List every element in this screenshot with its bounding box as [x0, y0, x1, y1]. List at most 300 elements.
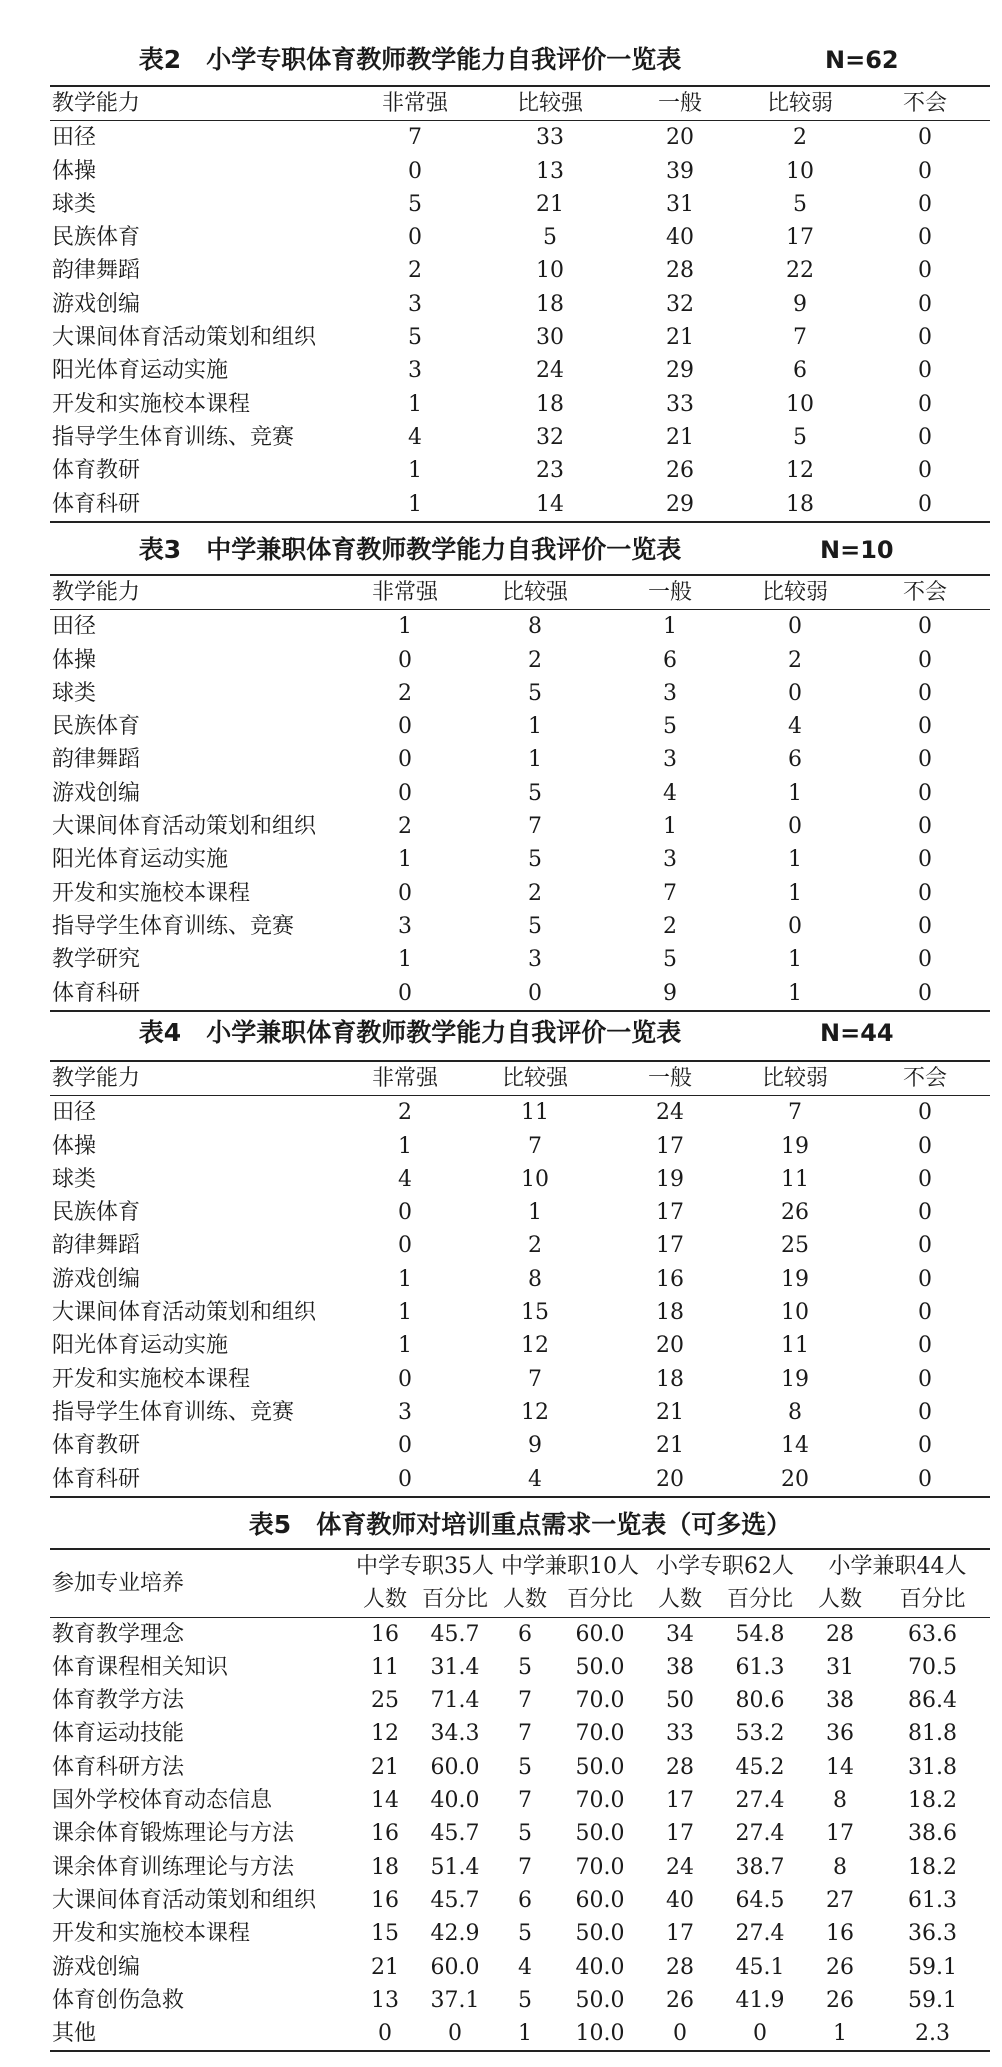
row-value: 60.0 [430, 1754, 480, 1780]
row-label: 阳光体育运动实施 [52, 1333, 229, 1359]
row-value: 3 [663, 680, 677, 706]
table3-header-cell: 比较强 [460, 575, 610, 610]
row-value: 2 [528, 647, 542, 673]
table-row [50, 488, 990, 522]
row-value: 50 [666, 1688, 694, 1714]
row-value: 0 [918, 647, 932, 673]
table-row [50, 644, 990, 677]
row-value: 12 [521, 1399, 549, 1425]
row-value: 5 [528, 913, 542, 939]
row-value: 0 [408, 158, 422, 184]
row-value: 61.3 [908, 1887, 957, 1913]
table5-group-header: 小学专职62人 [656, 1554, 794, 1579]
row-value: 0 [918, 1399, 932, 1425]
row-value: 0 [788, 913, 802, 939]
table-row [50, 1263, 990, 1296]
row-value: 0 [918, 913, 932, 939]
row-value: 7 [528, 1366, 542, 1392]
table-row [50, 843, 990, 876]
row-value: 0 [398, 1233, 412, 1259]
row-label: 游戏创编 [52, 1266, 141, 1292]
row-value: 3 [408, 291, 422, 317]
table-row [50, 1429, 990, 1462]
row-value: 26 [666, 1987, 694, 2013]
row-value: 5 [408, 191, 422, 217]
row-value: 0 [918, 747, 932, 773]
row-value: 5 [528, 847, 542, 873]
row-value: 9 [793, 291, 807, 317]
row-value: 5 [408, 325, 422, 351]
row-value: 0 [918, 1133, 932, 1159]
table5-sub-header: 人数 [495, 1583, 555, 1617]
row-label: 开发和实施校本课程 [52, 1921, 251, 1947]
row-value: 42.9 [430, 1921, 480, 1947]
row-value: 8 [788, 1399, 802, 1425]
row-value: 2 [663, 913, 677, 939]
table3-header-cell: 一般 [610, 575, 730, 610]
row-value: 0 [918, 491, 932, 517]
table4-header-cell: 教学能力 [50, 1061, 350, 1096]
row-value: 16 [656, 1266, 684, 1292]
row-value: 32 [666, 291, 694, 317]
table2-header-cell: 一般 [620, 86, 740, 121]
row-value: 50.0 [575, 1654, 625, 1680]
row-label: 韵律舞蹈 [52, 747, 141, 773]
row-value: 36 [826, 1721, 854, 1747]
row-value: 0 [918, 814, 932, 840]
row-value: 3 [398, 913, 412, 939]
row-value: 5 [518, 1921, 532, 1947]
row-value: 17 [656, 1200, 684, 1226]
row-value: 7 [788, 1100, 802, 1126]
row-value: 0 [918, 1233, 932, 1259]
table4-header-cell: 比较强 [460, 1061, 610, 1096]
table2-header-cell: 比较强 [480, 86, 620, 121]
table-row [50, 254, 990, 287]
row-value: 5 [663, 714, 677, 740]
row-value: 80.6 [735, 1688, 785, 1714]
row-value: 64.5 [735, 1887, 785, 1913]
table5-sub-header: 百分比 [555, 1583, 645, 1617]
table-row [50, 321, 990, 354]
table-row [50, 943, 990, 976]
row-value: 0 [918, 880, 932, 906]
row-value: 0 [918, 614, 932, 640]
row-value: 17 [666, 1921, 694, 1947]
row-value: 7 [663, 880, 677, 906]
row-value: 8 [833, 1854, 847, 1880]
table4-title: 表4 小学兼职体育教师教学能力自我评价一览表 [138, 1018, 682, 1047]
table2-header-cell: 不会 [860, 86, 990, 121]
row-value: 5 [528, 680, 542, 706]
row-value: 70.5 [908, 1654, 957, 1680]
row-value: 45.7 [430, 1821, 480, 1847]
row-value: 18 [786, 491, 814, 517]
table3-header-cell: 教学能力 [50, 575, 350, 610]
row-value: 10.0 [575, 2021, 625, 2047]
row-value: 1 [528, 714, 542, 740]
row-value: 24 [536, 358, 564, 384]
row-value: 0 [918, 1366, 932, 1392]
row-value: 21 [656, 1433, 684, 1459]
row-value: 0 [398, 647, 412, 673]
table4-header-row [50, 1061, 990, 1096]
row-label: 体育教研 [52, 1433, 141, 1459]
row-value: 0 [753, 2021, 767, 2047]
row-value: 21 [536, 191, 564, 217]
row-value: 0 [918, 358, 932, 384]
row-label: 指导学生体育训练、竞赛 [52, 424, 295, 450]
row-value: 5 [543, 225, 557, 251]
table-row [50, 710, 990, 743]
row-value: 27 [826, 1887, 854, 1913]
table-row [50, 121, 990, 155]
table3-title: 表3 中学兼职体育教师教学能力自我评价一览表 [138, 535, 682, 564]
table-row [50, 454, 990, 487]
table-row [50, 2017, 990, 2051]
row-value: 32 [536, 424, 564, 450]
row-value: 5 [518, 1654, 532, 1680]
row-value: 7 [518, 1688, 532, 1714]
row-value: 0 [398, 780, 412, 806]
row-value: 1 [408, 458, 422, 484]
table4-n-label: N=44 [820, 1019, 894, 1047]
row-label: 课余体育锻炼理论与方法 [52, 1821, 295, 1847]
row-value: 45.7 [430, 1621, 480, 1647]
row-value: 10 [521, 1166, 549, 1192]
row-value: 50.0 [575, 1987, 625, 2013]
row-value: 5 [518, 1987, 532, 2013]
row-value: 38 [666, 1654, 694, 1680]
row-value: 33 [666, 1721, 694, 1747]
row-value: 1 [528, 1200, 542, 1226]
row-value: 6 [663, 647, 677, 673]
row-value: 19 [656, 1166, 684, 1192]
row-label: 球类 [52, 1166, 97, 1192]
row-value: 38.6 [908, 1821, 957, 1847]
row-value: 0 [398, 714, 412, 740]
row-label: 体育科研 [52, 980, 141, 1006]
row-value: 19 [781, 1266, 809, 1292]
row-label: 其他 [52, 2021, 97, 2047]
table5-sub-header: 百分比 [715, 1583, 805, 1617]
row-value: 0 [918, 291, 932, 317]
table-row [50, 1130, 990, 1163]
row-value: 7 [793, 325, 807, 351]
row-value: 10 [536, 258, 564, 284]
row-value: 17 [786, 225, 814, 251]
row-value: 30 [536, 325, 564, 351]
row-value: 59.1 [908, 1987, 957, 2013]
row-value: 51.4 [430, 1854, 480, 1880]
row-value: 12 [371, 1721, 399, 1747]
row-label: 课余体育训练理论与方法 [52, 1854, 295, 1880]
row-value: 0 [918, 947, 932, 973]
row-value: 0 [918, 125, 932, 151]
row-value: 24 [656, 1100, 684, 1126]
row-value: 11 [781, 1333, 809, 1359]
row-label: 大课间体育活动策划和组织 [52, 814, 317, 840]
row-value: 1 [398, 947, 412, 973]
row-value: 9 [528, 1433, 542, 1459]
table3-header-row [50, 575, 990, 610]
table2-header-cell: 非常强 [350, 86, 480, 121]
row-value: 25 [371, 1688, 399, 1714]
row-value: 1 [398, 1300, 412, 1326]
row-value: 34 [666, 1621, 694, 1647]
row-value: 31 [826, 1654, 854, 1680]
row-value: 70.0 [575, 1721, 625, 1747]
table-row [50, 1784, 990, 1817]
row-value: 33 [536, 125, 564, 151]
row-value: 41.9 [735, 1987, 785, 2013]
row-label: 体育科研 [52, 1466, 141, 1492]
row-value: 13 [371, 1987, 399, 2013]
row-value: 1 [398, 1266, 412, 1292]
row-value: 18 [656, 1300, 684, 1326]
row-value: 20 [656, 1466, 684, 1492]
row-value: 1 [663, 814, 677, 840]
row-value: 8 [528, 1266, 542, 1292]
row-value: 0 [398, 1433, 412, 1459]
row-value: 16 [371, 1821, 399, 1847]
row-value: 19 [781, 1366, 809, 1392]
row-value: 0 [918, 1100, 932, 1126]
row-value: 5 [793, 424, 807, 450]
table-row [50, 1884, 990, 1917]
row-value: 1 [788, 780, 802, 806]
row-value: 15 [521, 1300, 549, 1326]
row-value: 17 [656, 1133, 684, 1159]
row-value: 21 [656, 1399, 684, 1425]
row-label: 教育教学理念 [52, 1621, 185, 1647]
row-value: 86.4 [908, 1688, 957, 1714]
table5-group-header-row [50, 1549, 990, 1583]
row-label: 开发和实施校本课程 [52, 391, 251, 417]
table-row [50, 743, 990, 776]
table2-n-label: N=62 [825, 46, 899, 74]
table-row [50, 1951, 990, 1984]
table4-header-cell: 非常强 [350, 1061, 460, 1096]
row-value: 1 [408, 391, 422, 417]
table2 [50, 85, 990, 523]
table3-header-cell: 不会 [860, 575, 990, 610]
row-value: 11 [371, 1654, 399, 1680]
row-value: 0 [398, 1366, 412, 1392]
row-value: 0 [398, 1466, 412, 1492]
row-label: 指导学生体育训练、竞赛 [52, 1399, 295, 1425]
table-row [50, 421, 990, 454]
table-row [50, 810, 990, 843]
row-value: 40.0 [575, 1954, 625, 1980]
row-value: 5 [528, 780, 542, 806]
table-row [50, 1229, 990, 1262]
table-row [50, 388, 990, 421]
row-label: 体育创伤急救 [52, 1987, 185, 2013]
table5-row-header: 参加专业培养 [50, 1549, 355, 1617]
row-value: 5 [793, 191, 807, 217]
row-value: 10 [786, 391, 814, 417]
row-label: 体育科研方法 [52, 1754, 185, 1780]
row-value: 26 [781, 1200, 809, 1226]
row-value: 28 [666, 1754, 694, 1780]
row-label: 教学研究 [52, 947, 141, 973]
row-value: 4 [408, 424, 422, 450]
row-value: 0 [398, 747, 412, 773]
row-value: 1 [408, 491, 422, 517]
table-row [50, 1363, 990, 1396]
row-value: 16 [826, 1921, 854, 1947]
table-row [50, 1329, 990, 1362]
row-value: 0 [918, 780, 932, 806]
row-value: 14 [826, 1754, 854, 1780]
row-value: 11 [781, 1166, 809, 1192]
row-value: 5 [518, 1821, 532, 1847]
row-label: 韵律舞蹈 [52, 258, 141, 284]
table-row [50, 1717, 990, 1750]
row-label: 田径 [52, 1100, 97, 1126]
table2-header-row [50, 86, 990, 121]
row-label: 大课间体育活动策划和组织 [52, 325, 317, 351]
row-value: 31.4 [430, 1654, 480, 1680]
row-value: 2 [398, 1100, 412, 1126]
row-label: 体育教研 [52, 458, 141, 484]
row-label: 体育课程相关知识 [52, 1654, 229, 1680]
row-value: 6 [518, 1621, 532, 1647]
row-value: 3 [408, 358, 422, 384]
row-value: 70.0 [575, 1788, 625, 1814]
table-row [50, 221, 990, 254]
row-value: 40 [666, 225, 694, 251]
row-value: 31.8 [908, 1754, 957, 1780]
row-value: 4 [788, 714, 802, 740]
row-label: 体育科研 [52, 491, 141, 517]
table-row [50, 910, 990, 943]
row-value: 1 [398, 1133, 412, 1159]
table-row [50, 777, 990, 810]
row-value: 0 [918, 325, 932, 351]
row-value: 37.1 [430, 1987, 480, 2013]
row-value: 7 [528, 814, 542, 840]
row-label: 体操 [52, 158, 97, 184]
row-value: 29 [666, 358, 694, 384]
row-value: 26 [826, 1987, 854, 2013]
row-value: 2 [398, 814, 412, 840]
row-value: 4 [518, 1954, 532, 1980]
table4-header-cell: 比较弱 [730, 1061, 860, 1096]
row-value: 60.0 [575, 1887, 625, 1913]
row-value: 2 [398, 680, 412, 706]
table4 [50, 1060, 990, 1498]
row-value: 0 [918, 1200, 932, 1226]
row-value: 15 [371, 1921, 399, 1947]
row-value: 2.3 [915, 2021, 950, 2047]
table-row [50, 1684, 990, 1717]
table2-header-cell: 教学能力 [50, 86, 350, 121]
row-value: 1 [398, 614, 412, 640]
row-label: 开发和实施校本课程 [52, 1366, 251, 1392]
row-value: 10 [786, 158, 814, 184]
table-row [50, 1396, 990, 1429]
row-value: 50.0 [575, 1921, 625, 1947]
row-value: 17 [656, 1233, 684, 1259]
row-label: 大课间体育活动策划和组织 [52, 1887, 317, 1913]
row-label: 开发和实施校本课程 [52, 880, 251, 906]
row-value: 27.4 [735, 1788, 785, 1814]
row-value: 60.0 [430, 1954, 480, 1980]
row-value: 29 [666, 491, 694, 517]
row-value: 14 [536, 491, 564, 517]
row-value: 38.7 [735, 1854, 785, 1880]
row-value: 0 [918, 158, 932, 184]
row-value: 61.3 [735, 1654, 785, 1680]
row-value: 0 [398, 880, 412, 906]
row-value: 3 [663, 747, 677, 773]
row-value: 1 [528, 747, 542, 773]
row-label: 民族体育 [52, 1200, 141, 1226]
row-value: 20 [666, 125, 694, 151]
row-value: 25 [781, 1233, 809, 1259]
row-label: 体操 [52, 647, 97, 673]
row-value: 60.0 [575, 1621, 625, 1647]
row-value: 21 [666, 424, 694, 450]
row-value: 0 [398, 1200, 412, 1226]
table3-header-cell: 比较弱 [730, 575, 860, 610]
row-label: 游戏创编 [52, 291, 141, 317]
table-row [50, 354, 990, 387]
table5-group-header: 中学兼职10人 [501, 1554, 639, 1579]
row-value: 81.8 [908, 1721, 957, 1747]
row-value: 0 [918, 980, 932, 1006]
row-value: 21 [666, 325, 694, 351]
table5 [50, 1548, 990, 2052]
row-value: 0 [918, 1433, 932, 1459]
row-value: 59.1 [908, 1954, 957, 1980]
row-label: 体育运动技能 [52, 1721, 185, 1747]
row-value: 21 [371, 1954, 399, 1980]
row-label: 体育教学方法 [52, 1688, 185, 1714]
row-value: 23 [536, 458, 564, 484]
row-value: 4 [663, 780, 677, 806]
row-value: 2 [528, 1233, 542, 1259]
row-value: 21 [371, 1754, 399, 1780]
row-value: 0 [918, 225, 932, 251]
row-value: 0 [918, 1300, 932, 1326]
row-value: 28 [666, 1954, 694, 1980]
row-value: 5 [518, 1754, 532, 1780]
row-value: 26 [666, 458, 694, 484]
row-value: 7 [518, 1788, 532, 1814]
table4-header-cell: 一般 [610, 1061, 730, 1096]
row-value: 14 [371, 1788, 399, 1814]
row-label: 游戏创编 [52, 1954, 141, 1980]
row-value: 0 [918, 1266, 932, 1292]
row-value: 18.2 [908, 1854, 957, 1880]
table-row [50, 1617, 990, 1651]
row-value: 10 [781, 1300, 809, 1326]
row-label: 国外学校体育动态信息 [52, 1788, 273, 1814]
row-value: 3 [663, 847, 677, 873]
row-value: 1 [788, 980, 802, 1006]
table-row [50, 677, 990, 710]
table5-sub-header: 百分比 [875, 1583, 990, 1617]
table5-sub-header: 人数 [805, 1583, 875, 1617]
row-value: 71.4 [430, 1688, 480, 1714]
row-value: 0 [918, 847, 932, 873]
row-label: 体操 [52, 1133, 97, 1159]
row-value: 7 [518, 1721, 532, 1747]
row-value: 40.0 [430, 1788, 480, 1814]
